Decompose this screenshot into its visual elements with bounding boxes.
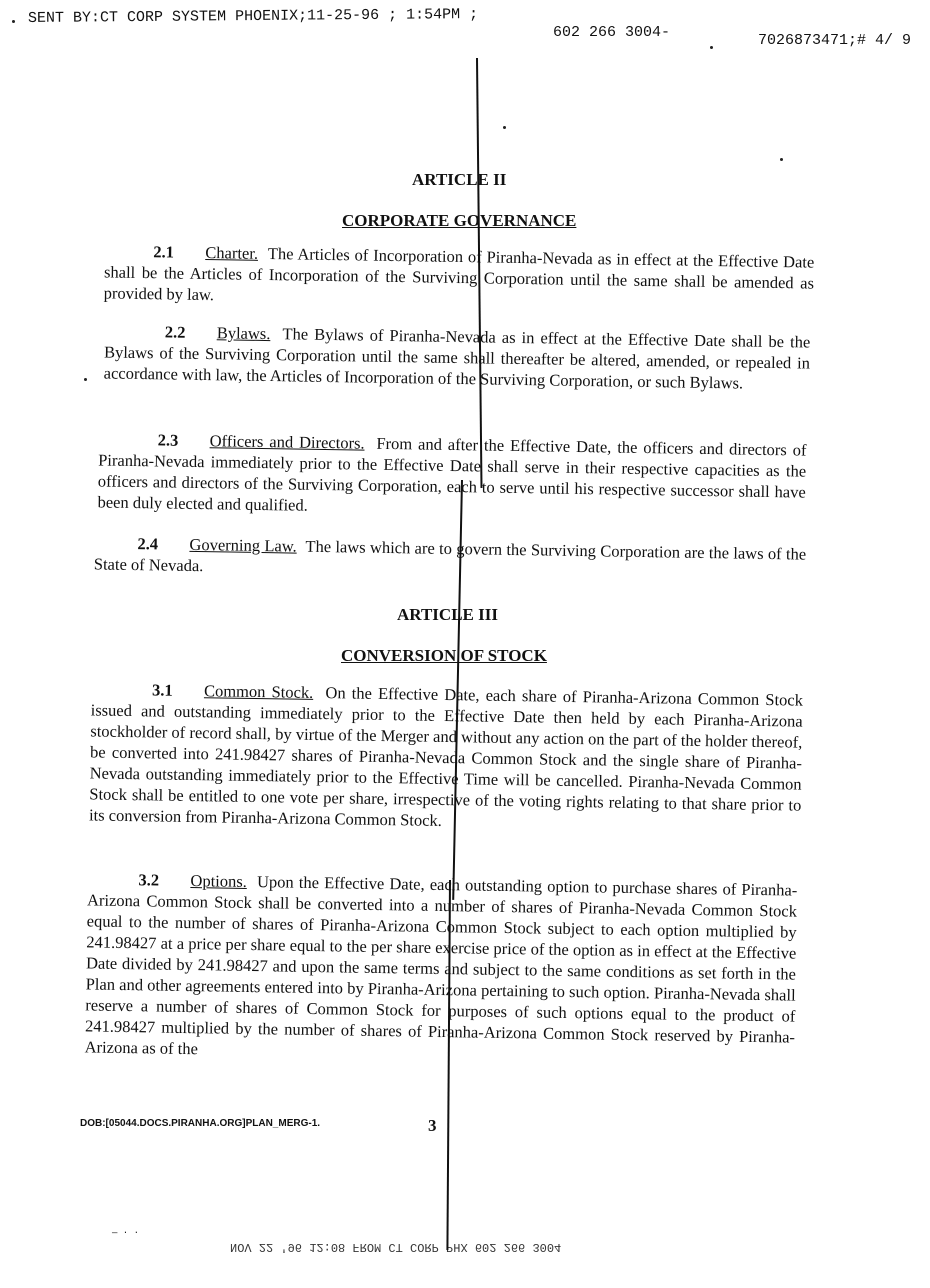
section-title: Charter. — [205, 243, 259, 263]
section-3-2 — [85, 868, 798, 1068]
section-title: Governing Law. — [189, 534, 297, 556]
section-title: Bylaws. — [216, 323, 271, 344]
section-number: 2.3 — [157, 430, 179, 450]
document-file-id: DOB:[05044.DOCS.PIRANHA.ORG]PLAN_MERG-1. — [80, 1118, 321, 1129]
section-title: Options. — [190, 871, 248, 891]
fax-header-page: 7026873471;# 4/ 9 — [758, 32, 912, 49]
article-2-heading: CORPORATE GOVERNANCE — [342, 211, 577, 230]
section-title: Officers and Directors. — [209, 431, 365, 453]
scan-speck — [12, 20, 15, 23]
section-text: The Articles of Incorporation of Piranha-Nevada as in effect at the Effective Date shall be the Articles of Incorporation of the Surviving Corporation until the same shall be amended as provided by law. — [103, 243, 815, 305]
section-text: The laws which are to govern the Surviving Corporation are the laws of the State of Nevada. — [93, 536, 807, 576]
scan-speck — [780, 158, 783, 161]
fax-header-sender: SENT BY:CT CORP SYSTEM PHOENIX;11-25-96 ; 1:54PM ; — [27, 6, 479, 27]
article-2-title: ARTICLE II — [412, 170, 507, 189]
fax-header-phone: 602 266 3004- — [553, 24, 671, 41]
section-text: Upon the Effective Date, each outstanding option to purchase shares of Piranha-Arizona Common Stock shall be converted into a number of shares of Piranha-Nevada Common Stock equal to the number of shares of Piranha-Arizona Common Stock subject to each option multiplied by 241.98427 at a price per share equal to the per share exercise price of the option as in effect at the Effective Date divided by 241.98427 and upon the same terms and subject to the same conditions as set forth in the Plan and other agreements entered into by Piranha-Arizona pertaining to such option. Piranha-Nevada shall reserve a number of shares of Common Stock for purposes of such options equal to the product of 241.98427 multiplied by the number of shares of Piranha-Arizona Common Stock reserved by Piranha-Arizona as of the — [84, 872, 798, 1059]
section-number: 3.1 — [151, 680, 173, 700]
article-3-heading: CONVERSION OF STOCK — [341, 646, 547, 665]
section-2-3 — [97, 428, 806, 523]
section-text: From and after the Effective Date, the officers and directors of Piranha-Nevada immediately prior to the Effective Date shall serve in their respective capacities as the officers and directors of the Surviving Corporation, each to serve until his respective successor shall have been duly elected and qualified. — [97, 433, 807, 515]
mirrored-fax-bleedthrough: NOV 22 '96 12:08 FROM CT CORP PHX 602 266 3004 — [230, 1240, 562, 1254]
section-2-4 — [94, 532, 807, 585]
article-3-title: ARTICLE III — [397, 605, 498, 624]
section-number: 3.2 — [138, 870, 160, 890]
page-number: 3 — [428, 1116, 437, 1135]
scan-artifact-mark: — · · — [112, 1228, 140, 1238]
section-text: The Bylaws of Piranha-Nevada as in effect at the Effective Date shall be the Bylaws of the Surviving Corporation until the same shall thereafter be altered, amended, or repealed in accordance with law, the Articles of Incorporation of the Surviving Corporation, or such Bylaws. — [103, 324, 811, 393]
section-number: 2.2 — [164, 322, 186, 342]
section-text: On the Effective Date, each share of Piranha-Arizona Common Stock issued and outstanding immediately prior to the Effective Date then held by each Piranha-Arizona stockholder of record shall, by virtue of the Merger and without any action on the part of the holder thereof, be converted into 241.98427 shares of Piranha-Nevada Common Stock and the single share of Piranha-Nevada outstanding immediately prior to the Effective Time will be cancelled. Piranha-Nevada Common Stock shall be entitled to one vote per share, irrespective of the voting rights relating to that share prior to its conversion from Piranha-Arizona Common Stock. — [88, 683, 804, 830]
scan-speck — [84, 378, 87, 381]
section-2-1 — [104, 240, 815, 314]
section-2-2 — [104, 320, 811, 394]
section-number: 2.4 — [137, 534, 159, 554]
scan-speck — [503, 126, 506, 129]
scan-speck — [710, 46, 713, 49]
section-title: Common Stock. — [203, 681, 314, 702]
section-3-1 — [89, 678, 803, 836]
section-number: 2.1 — [153, 242, 175, 262]
